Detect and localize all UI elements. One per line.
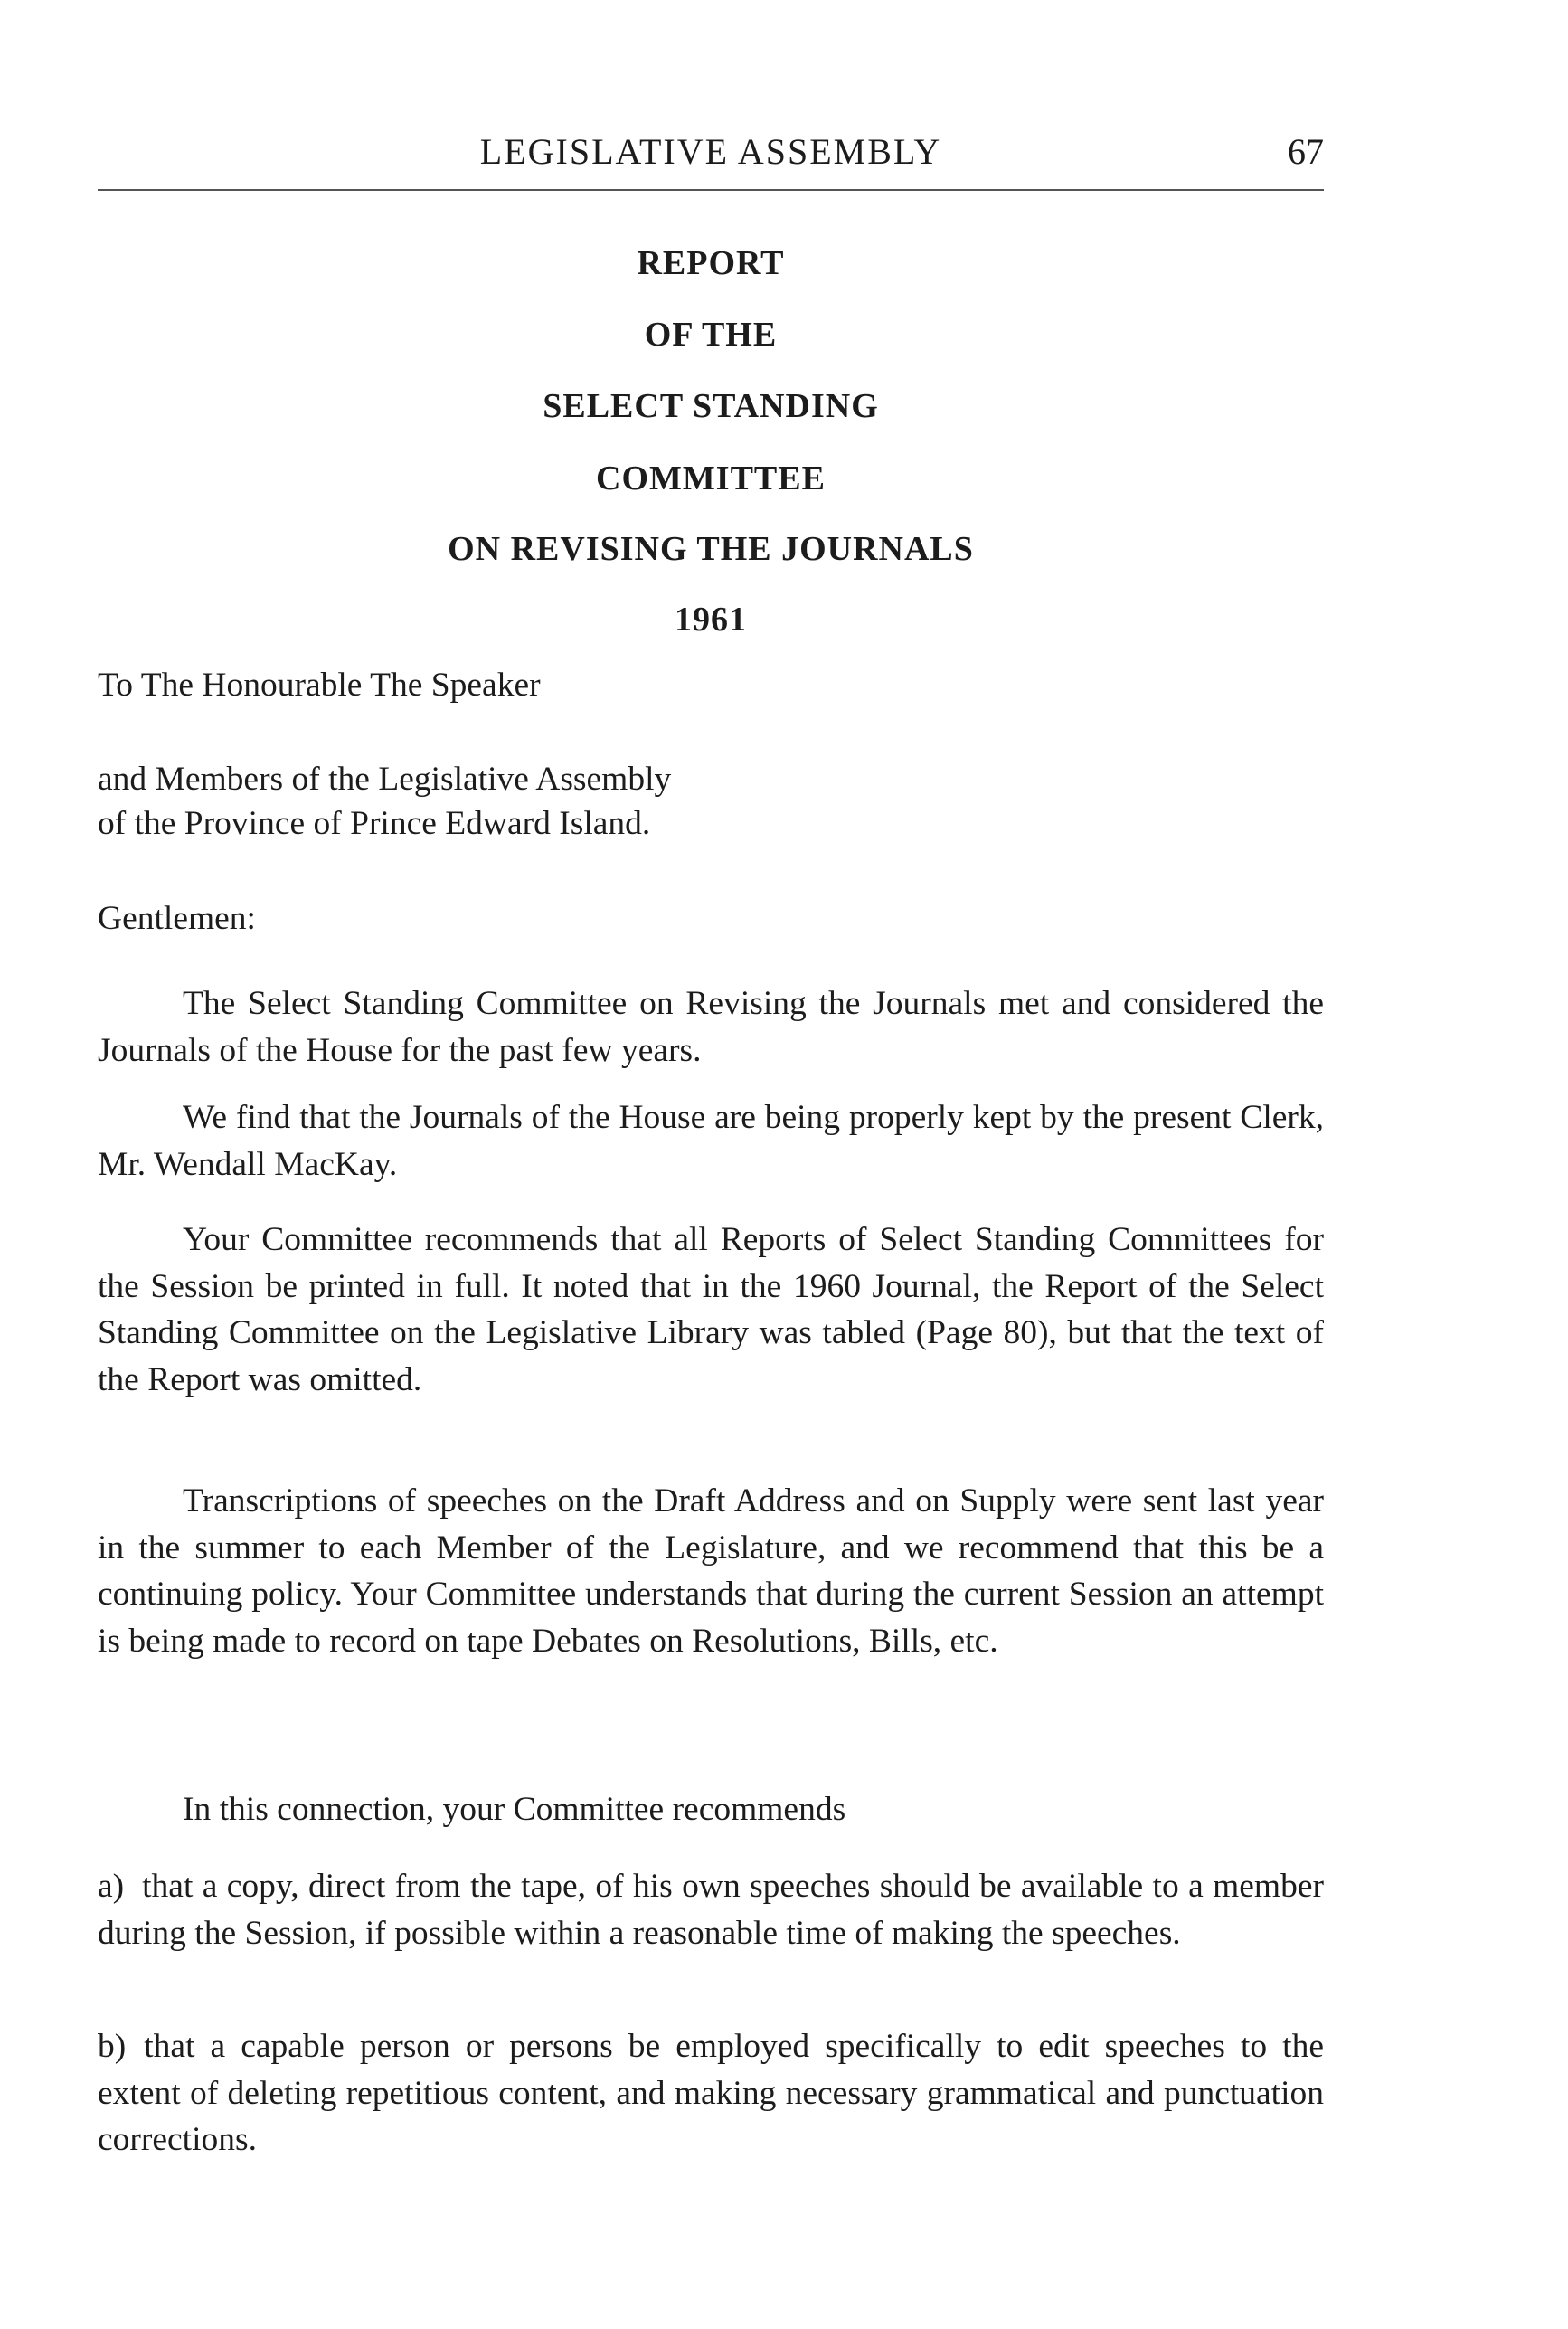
paragraph-5: In this connection, your Committee recommends: [183, 1791, 846, 1828]
salutation: Gentlemen:: [98, 900, 256, 937]
report-title-line-2: OF THE: [644, 316, 778, 354]
paragraph-4: Transcriptions of speeches on the Draft Address and on Supply were sent last year in the summer to each Member of the Legislature, and we recommend that this be a continuing policy. Your Committee understands that during the current Session an attempt is being made to record on tape Debates on Resolutions, Bills, etc.: [98, 1482, 1324, 1660]
recommendation-b-text: that a capable person or persons be employed specifically to edit speeches to the extent of deleting repetitious content, and making necessary grammatical and punctuation corrections.: [98, 2028, 1324, 2158]
address-line-1: To The Honourable The Speaker: [98, 667, 541, 704]
recommendation-a-marker: a): [98, 1868, 125, 1905]
paragraph-2: We find that the Journals of the House are being properly kept by the present Clerk, Mr. Wendall MacKay.: [98, 1099, 1324, 1183]
recommendation-b: [98, 2023, 1324, 2163]
report-title-line-1: REPORT: [637, 244, 785, 282]
report-title-line-3: SELECT STANDING: [543, 387, 879, 425]
page-number: 67: [1288, 131, 1324, 172]
running-head: [98, 125, 1324, 179]
header-rule: [98, 189, 1324, 191]
recommendation-a-text: that a copy, direct from the tape, of his own speeches should be available to a member during the Session, if possible within a reasonable time of making the speeches.: [98, 1868, 1324, 1952]
recommendation-a: [98, 1863, 1324, 1956]
recommendation-b-marker: b): [98, 2028, 127, 2065]
report-title-line-5: ON REVISING THE JOURNALS: [448, 530, 974, 568]
address-line-2: and Members of the Legislative Assembly: [98, 761, 672, 798]
report-title-line-4: COMMITTEE: [596, 459, 826, 497]
running-head-title: LEGISLATIVE ASSEMBLY: [479, 131, 942, 172]
report-year: 1961: [675, 601, 747, 639]
address-line-3: of the Province of Prince Edward Island.: [98, 805, 651, 842]
paragraph-3: Your Committee recommends that all Reports of Select Standing Committees for the Session be printed in full. It noted that in the 1960 Journal, the Report of the Select Standing Committee on the Legislative Library was tabled (Page 80), but that the text of the Report was omitted.: [98, 1221, 1324, 1398]
paragraph-1: The Select Standing Committee on Revising the Journals met and considered the Journals of the House for the past few years.: [98, 985, 1324, 1069]
